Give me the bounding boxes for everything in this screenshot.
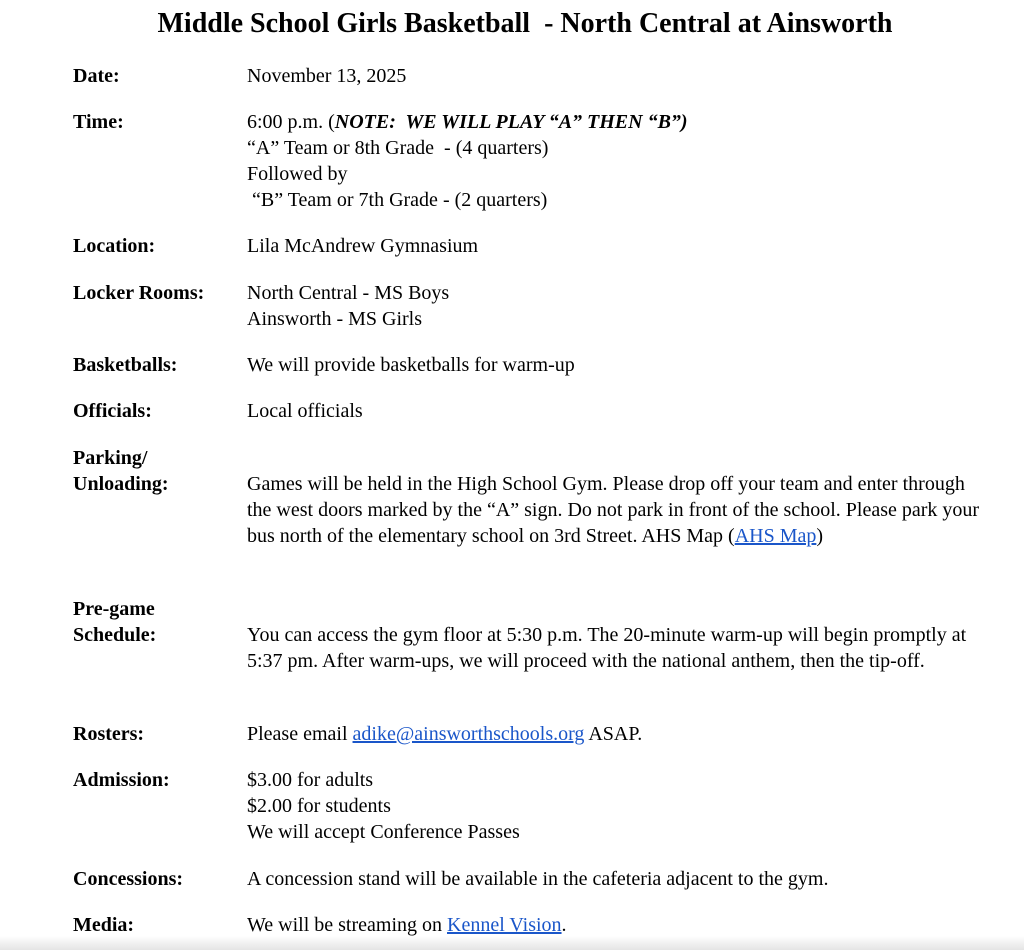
parking-value	[247, 471, 982, 549]
time-line-1	[247, 109, 982, 135]
admission-label: Admission:	[73, 769, 170, 791]
pregame-text: You can access the gym floor at 5:30 p.m. The 20-minute warm-up will begin promptly at 5:37 pm. After warm-ups, we will proceed with the national anthem, then the tip-off.	[247, 624, 967, 672]
date-label: Date:	[73, 65, 120, 87]
officials-value	[247, 398, 982, 424]
concessions-value	[247, 866, 982, 892]
rosters-text	[247, 721, 982, 747]
basketballs-label: Basketballs:	[73, 354, 178, 376]
locker-rooms-line-2: Ainsworth - MS Girls	[247, 308, 423, 330]
media-before: We will be streaming on	[247, 914, 448, 936]
admission-line-3: We will accept Conference Passes	[247, 821, 520, 843]
time-line-4: “B” Team or 7th Grade - (2 quarters)	[247, 189, 548, 211]
bottom-edge-shadow	[0, 936, 1024, 950]
roster-email-link[interactable]: adike@ainsworthschools.org	[352, 723, 585, 745]
kennel-vision-link[interactable]: Kennel Vision	[447, 914, 562, 936]
media-value	[247, 912, 982, 938]
pregame-label-line-1: Pre-game	[73, 598, 155, 620]
time-label: Time:	[73, 111, 124, 133]
location-value	[247, 233, 982, 259]
page-title: Middle School Girls Basketball - North Central at Ainsworth	[157, 8, 893, 39]
media-text	[247, 912, 982, 938]
location-text: Lila McAndrew Gymnasium	[247, 235, 479, 257]
parking-close-paren: )	[816, 525, 824, 547]
pregame-label-line-2: Schedule:	[73, 624, 157, 646]
rosters-value	[247, 721, 982, 747]
officials-text: Local officials	[247, 400, 363, 422]
time-value	[247, 109, 982, 213]
time-start: 6:00 p.m. (	[247, 111, 335, 133]
officials-label: Officials:	[73, 400, 152, 422]
concessions-text: A concession stand will be available in the cafeteria adjacent to the gym.	[247, 868, 829, 890]
pregame-value	[247, 622, 982, 674]
rosters-after: ASAP.	[584, 723, 643, 745]
admission-value	[247, 767, 982, 845]
admission-line-2: $2.00 for students	[247, 795, 391, 817]
time-line-3: Followed by	[247, 163, 348, 185]
ahs-map-link[interactable]: AHS Map	[734, 525, 817, 547]
date-value	[247, 63, 982, 89]
concessions-label: Concessions:	[73, 868, 184, 890]
media-label: Media:	[73, 914, 135, 936]
rosters-before: Please email	[247, 723, 353, 745]
pregame-label	[73, 596, 156, 648]
media-after: .	[561, 914, 567, 936]
basketballs-text: We will provide basketballs for warm-up	[247, 354, 575, 376]
rosters-label: Rosters:	[73, 723, 145, 745]
locker-rooms-line-1: North Central - MS Boys	[247, 282, 450, 304]
location-label: Location:	[73, 235, 156, 257]
parking-text	[247, 471, 982, 549]
time-note: NOTE: WE WILL PLAY “A” THEN “B”)	[334, 111, 688, 133]
parking-label	[73, 445, 169, 497]
basketballs-value	[247, 352, 982, 378]
locker-rooms-label: Locker Rooms:	[73, 282, 205, 304]
parking-paragraph: Games will be held in the High School Gym. Please drop off your team and enter through the west doors marked by the “A” sign. Do not park in front of the school. Please park your bus north of the elementary school on 3rd Street. AHS Map (	[247, 473, 980, 547]
time-line-2: “A” Team or 8th Grade - (4 quarters)	[247, 137, 549, 159]
date-text: November 13, 2025	[247, 65, 407, 87]
parking-label-line-1: Parking/	[73, 447, 148, 469]
locker-rooms-value	[247, 280, 982, 332]
admission-line-1: $3.00 for adults	[247, 769, 374, 791]
parking-label-line-2: Unloading:	[73, 473, 169, 495]
